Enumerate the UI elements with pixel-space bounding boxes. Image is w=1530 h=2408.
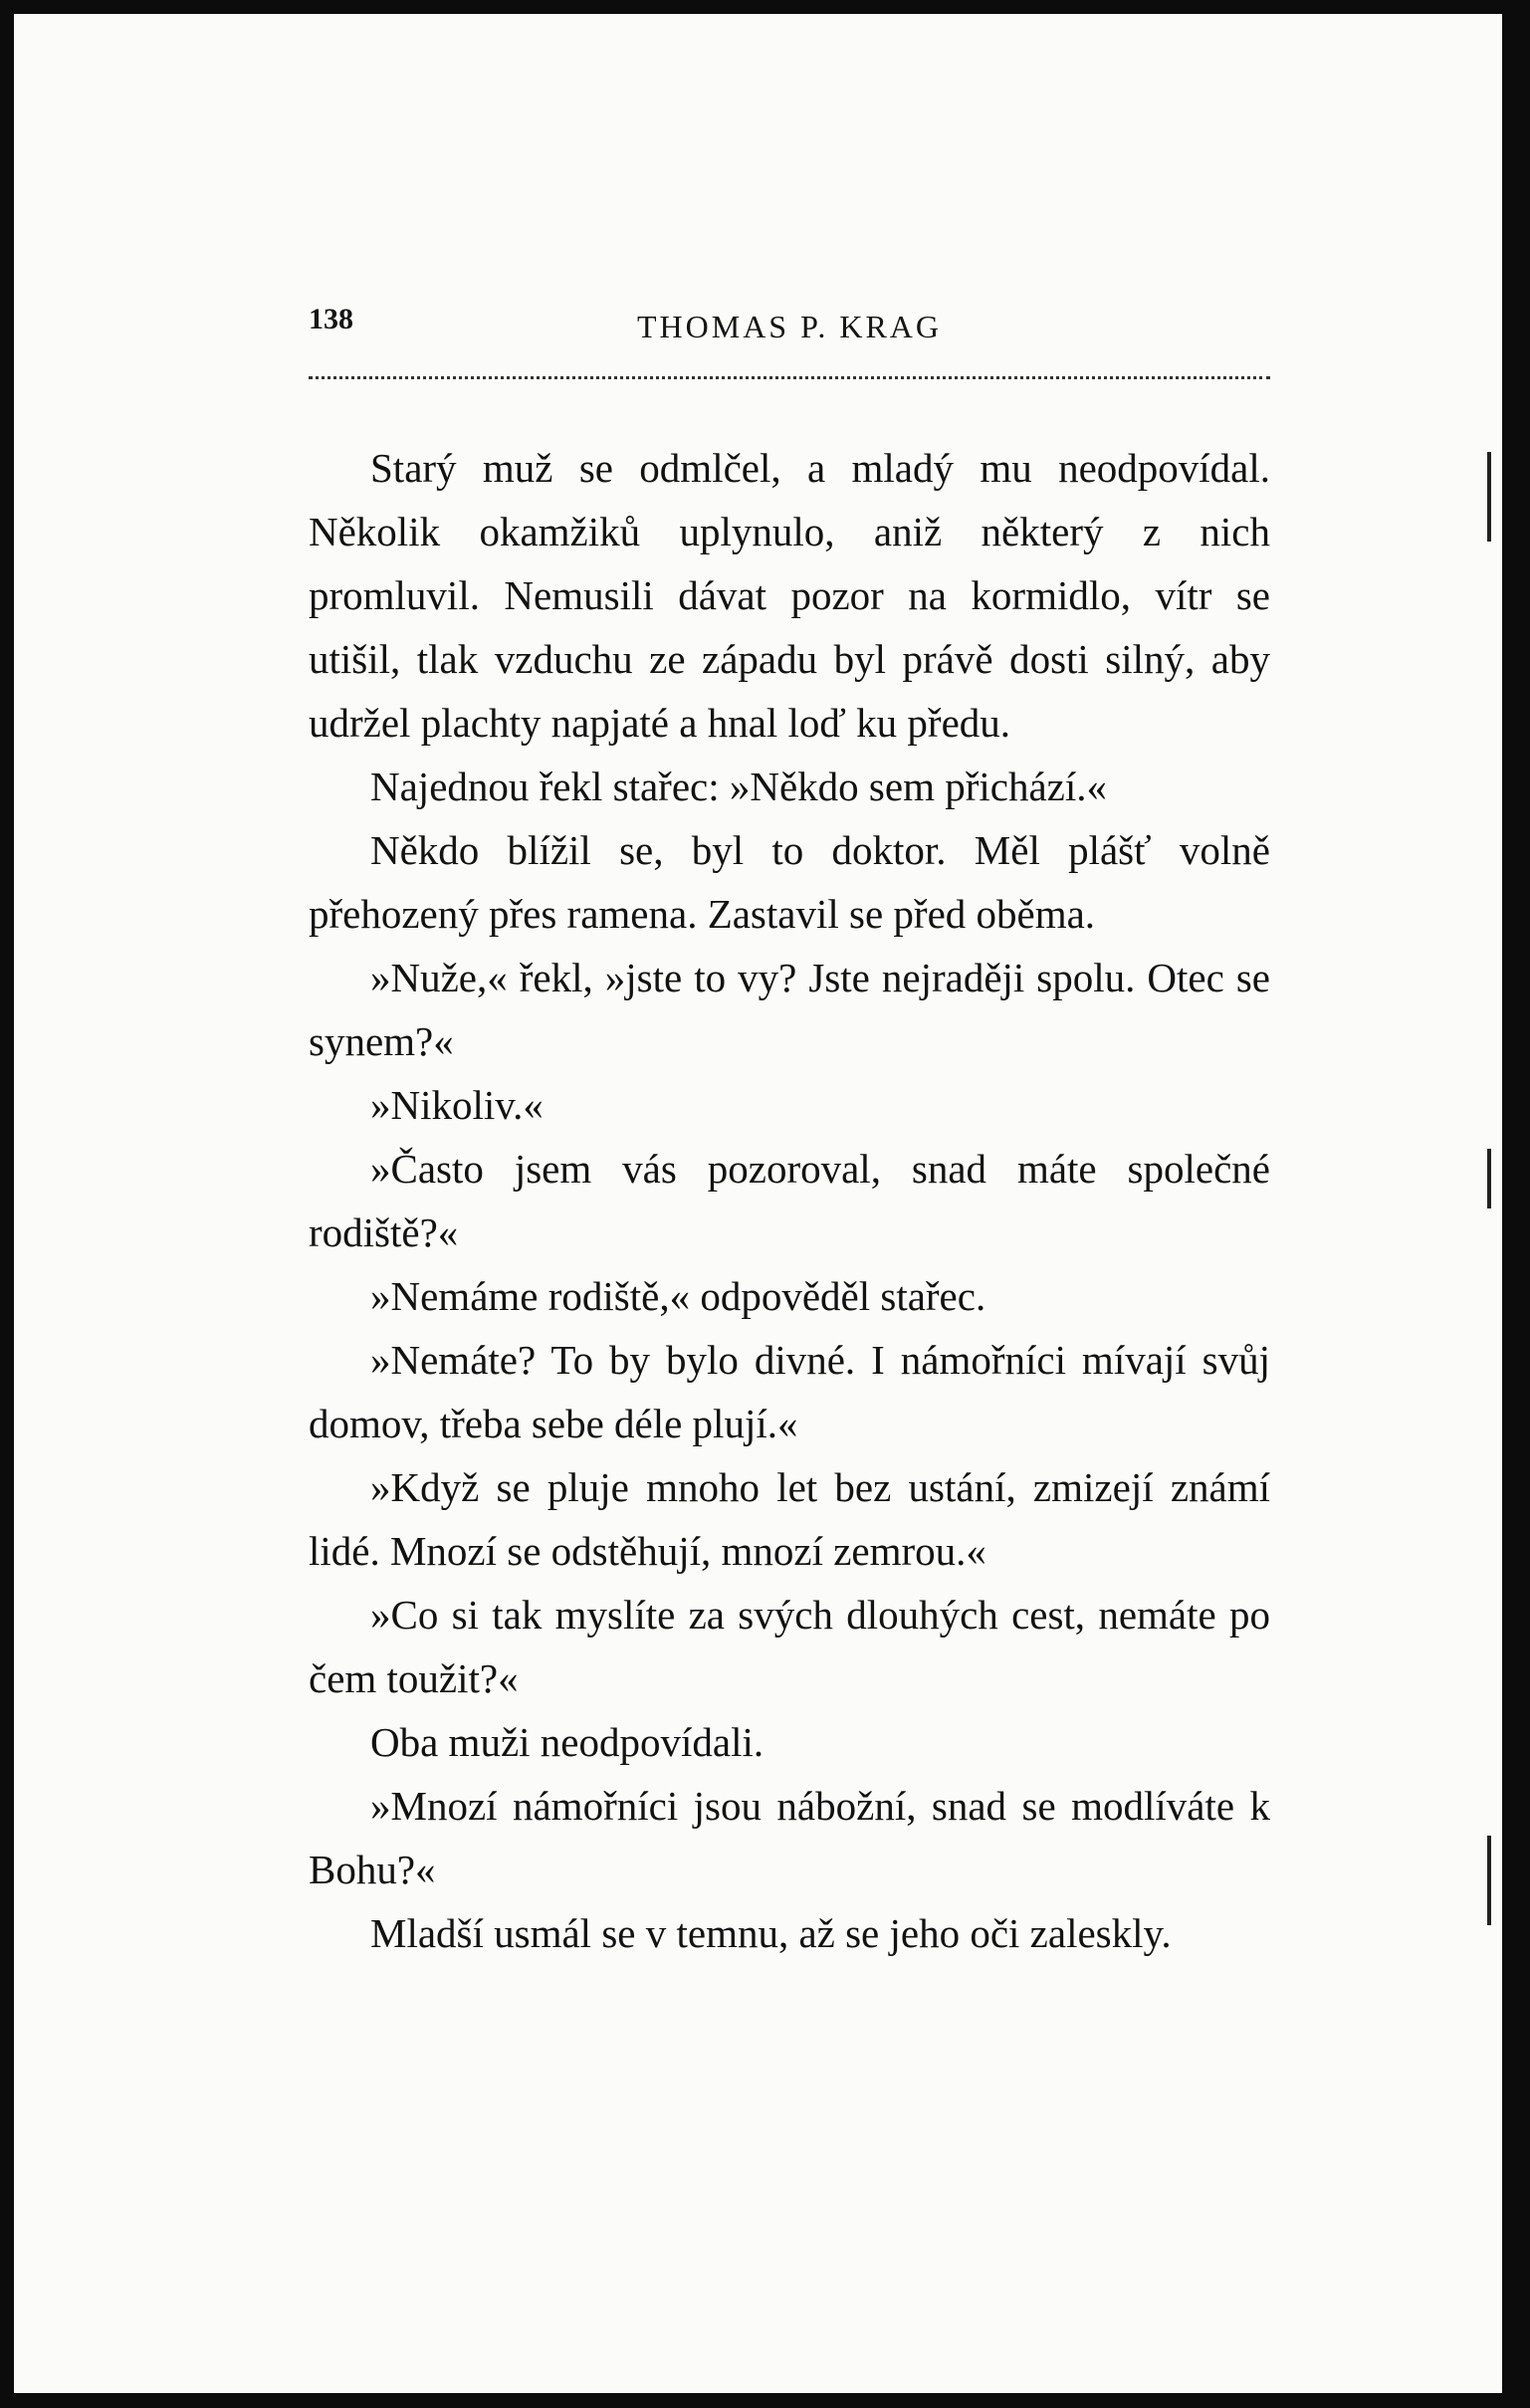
running-head: THOMAS P. KRAG xyxy=(636,309,943,344)
paragraph: »Často jsem vás pozoroval, snad máte společné rodiště?« xyxy=(309,1146,1270,1255)
paragraph: Mladší usmál se v temnu, až se jeho oči zaleskly. xyxy=(370,1910,1172,1956)
scan-edge-mark xyxy=(1487,1836,1491,1925)
paragraph: »Nikoliv.« xyxy=(370,1082,544,1128)
scan-edge-mark xyxy=(1487,1149,1491,1208)
paragraph: »Co si tak myslíte za svých dlouhých cest, nemáte po čem toužit?« xyxy=(309,1592,1270,1701)
paragraph: Někdo blížil se, byl to doktor. Měl plášť volně přehozený přes ramena. Zastavil se před oběma. xyxy=(309,827,1270,937)
paragraph: »Nuže,« řekl, »jste to vy? Jste nejraději spolu. Otec se synem?« xyxy=(309,955,1270,1064)
paragraph: »Nemáte? To by bylo divné. I námořníci mívají svůj domov, třeba sebe déle plují.« xyxy=(309,1337,1270,1446)
page-number: 138 xyxy=(309,303,353,335)
paragraph: Najednou řekl stařec: »Někdo sem přichází.« xyxy=(370,764,1108,809)
paragraph: Oba muži neodpovídali. xyxy=(370,1719,765,1765)
paragraph: »Nemáme rodiště,« odpověděl stařec. xyxy=(370,1273,986,1319)
body-text xyxy=(309,436,1270,1965)
paragraph: Starý muž se odmlčel, a mladý mu neodpovídal. Několik okamžiků uplynulo, aniž některý z nich promluvil. Nemusili dávat pozor na kormidlo, vítr se utišil, tlak vzduchu ze západu byl právě dosti silný, aby udržel plachty napjaté a hnal loď ku předu. xyxy=(309,445,1270,746)
book-page xyxy=(14,14,1502,2393)
page-header xyxy=(309,299,1270,348)
paragraph: »Mnozí námořníci jsou nábožní, snad se modlíváte k Bohu?« xyxy=(309,1783,1270,1892)
scan-edge-mark xyxy=(1487,452,1491,542)
paragraph: »Když se pluje mnoho let bez ustání, zmizejí známí lidé. Mnozí se odstěhují, mnozí zemrou.« xyxy=(309,1464,1270,1574)
header-divider xyxy=(309,376,1270,379)
